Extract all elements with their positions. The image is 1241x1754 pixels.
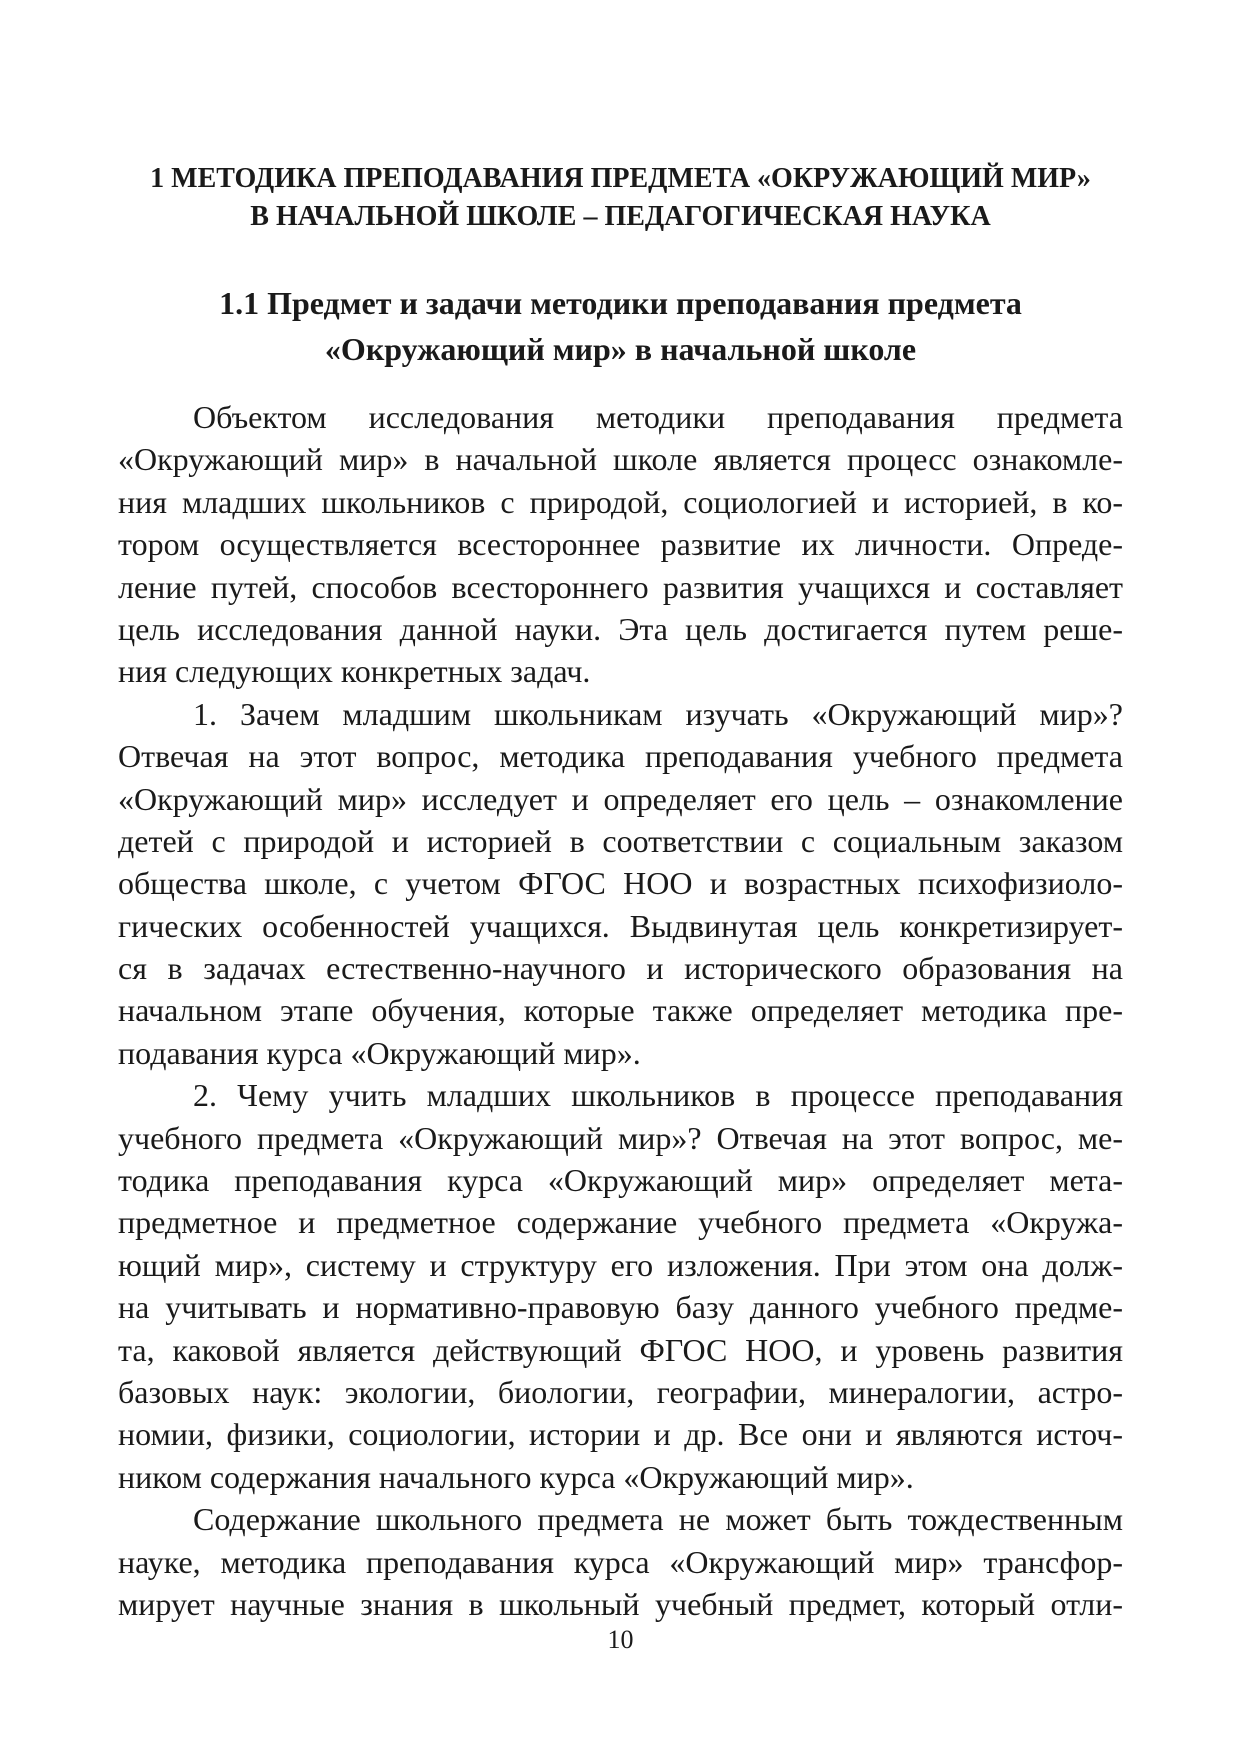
text-line: ником содержания начального курса «Окружающий мир». <box>118 1458 914 1495</box>
text-line: номии, физики, социологии, истории и др. Все они и являются источ- <box>118 1416 1123 1453</box>
text-line: науке, методика преподавания курса «Окружающий мир» трансфор- <box>118 1543 1123 1580</box>
text-line: та, каковой является действующий ФГОС НОО, и уровень развития <box>118 1331 1123 1368</box>
text-line: ния младших школьников с природой, социологией и историей, в ко- <box>118 483 1123 520</box>
text-line: ся в задачах естественно-научного и исторического образования на <box>118 950 1123 987</box>
text-line: начальном этапе обучения, которые также определяет методика пре- <box>118 992 1123 1029</box>
chapter-title-line-2: В НАЧАЛЬНОЙ ШКОЛЕ – ПЕДАГОГИЧЕСКАЯ НАУКА <box>250 201 991 232</box>
text-line: цель исследования данной науки. Эта цель достигается путем реше- <box>118 610 1123 647</box>
text-line: подавания курса «Окружающий мир». <box>118 1034 641 1071</box>
text-line: учебного предмета «Окружающий мир»? Отвечая на этот вопрос, ме- <box>118 1119 1123 1156</box>
text-line: ление путей, способов всестороннего развития учащихся и составляет <box>118 568 1123 605</box>
chapter-title <box>118 160 1123 236</box>
body-text <box>118 396 1123 1625</box>
text-line: ющий мир», систему и структуру его изложения. При этом она долж- <box>118 1246 1123 1283</box>
text-line: общества школе, с учетом ФГОС НОО и возрастных психофизиоло- <box>118 865 1123 902</box>
text-line: 2. Чему учить младших школьников в процессе преподавания <box>193 1077 1123 1114</box>
section-title-line-2: «Окружающий мир» в начальной школе <box>324 331 917 367</box>
text-line: предметное и предметное содержание учебного предмета «Окружа- <box>118 1204 1123 1241</box>
text-line: 1. Зачем младшим школьникам изучать «Окружающий мир»? <box>193 695 1123 732</box>
text-line: «Окружающий мир» исследует и определяет его цель – ознакомление <box>118 780 1123 817</box>
text-line: тодика преподавания курса «Окружающий мир» определяет мета- <box>118 1162 1123 1199</box>
text-line: Отвечая на этот вопрос, методика преподавания учебного предмета <box>118 738 1123 775</box>
text-line: гических особенностей учащихся. Выдвинутая цель конкретизирует- <box>118 907 1123 944</box>
page-number: 10 <box>607 1625 634 1654</box>
text-line: ния следующих конкретных задач. <box>118 653 591 690</box>
section-title <box>118 280 1123 372</box>
chapter-title-line-1: 1 МЕТОДИКА ПРЕПОДАВАНИЯ ПРЕДМЕТА «ОКРУЖАЮЩИЙ МИР» <box>150 163 1091 194</box>
section-title-line-1: 1.1 Предмет и задачи методики преподавания предмета <box>219 285 1022 321</box>
text-line: на учитывать и нормативно-правовую базу данного учебного предме- <box>118 1289 1123 1326</box>
text-line: базовых наук: экологии, биологии, географии, минералогии, астро- <box>118 1373 1123 1410</box>
text-line: детей с природой и историей в соответствии с социальным заказом <box>118 822 1123 859</box>
text-line: Содержание школьного предмета не может быть тождественным <box>193 1501 1123 1538</box>
text-line: Объектом исследования методики преподавания предмета <box>193 399 1123 435</box>
text-line: мирует научные знания в школьный учебный предмет, который отли- <box>118 1585 1123 1622</box>
text-line: «Окружающий мир» в начальной школе является процесс ознакомле- <box>118 441 1123 478</box>
text-line: тором осуществляется всестороннее развитие их личности. Опреде- <box>118 526 1123 563</box>
